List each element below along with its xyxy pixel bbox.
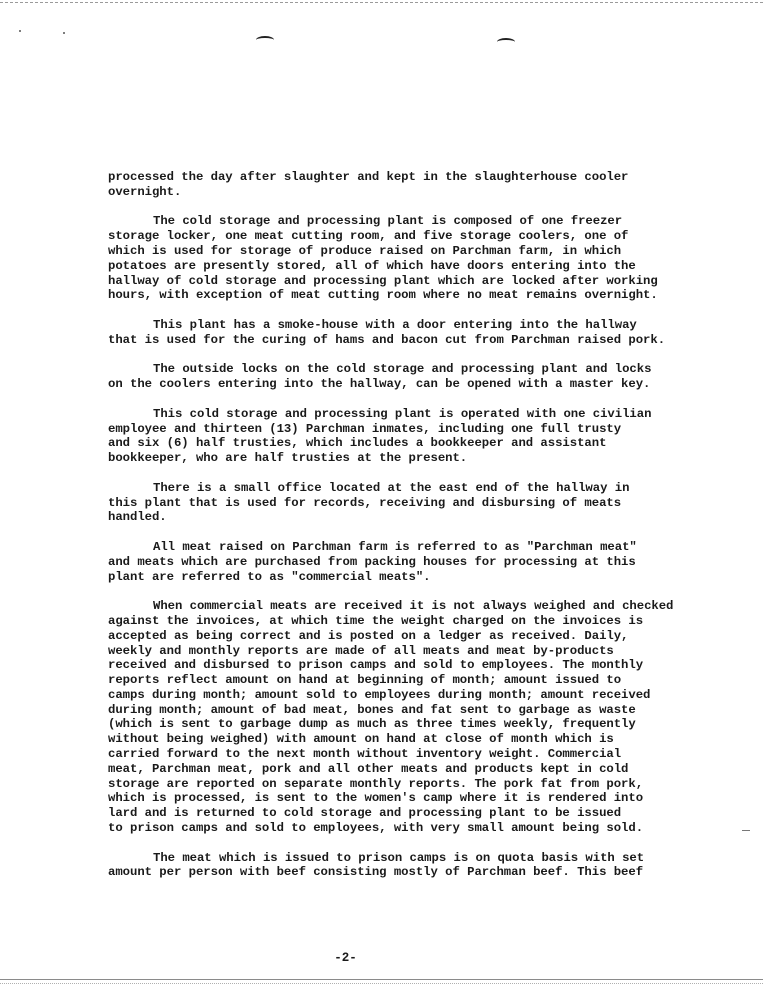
scan-speck	[19, 30, 21, 32]
text-line: camps during month; amount sold to employees during month; amount received	[108, 687, 651, 702]
text-line: handled.	[108, 510, 167, 525]
text-line: that is used for the curing of hams and bacon cut from Parchman raised pork.	[108, 332, 666, 347]
text-line: and six (6) half trusties, which includes a bookkeeper and assistant	[108, 436, 607, 451]
text-line: meat, Parchman meat, pork and all other meats and products kept in cold	[108, 761, 629, 776]
text-line: during month; amount of bad meat, bones and fat sent to garbage as waste	[108, 702, 636, 717]
scan-speck	[63, 32, 65, 34]
text-line: There is a small office located at the east end of the hallway in	[153, 480, 630, 495]
paragraph	[108, 599, 708, 836]
paragraph	[108, 481, 708, 525]
text-line: storage locker, one meat cutting room, and five storage coolers, one of	[108, 229, 629, 244]
document-body	[108, 170, 708, 895]
paragraph	[108, 170, 708, 200]
text-line: employee and thirteen (13) Parchman inmates, including one full trusty	[108, 421, 622, 436]
text-line: against the invoices, at which time the weight charged on the invoices is	[108, 613, 644, 628]
paragraph	[108, 318, 708, 348]
text-line: overnight.	[108, 184, 182, 199]
text-line: hallway of cold storage and processing plant which are locked after working	[108, 273, 658, 288]
margin-mark	[742, 830, 750, 831]
text-line: bookkeeper, who are half trusties at the present.	[108, 451, 468, 466]
paragraph	[108, 851, 708, 881]
text-line: This cold storage and processing plant is operated with one civilian	[153, 406, 652, 421]
text-line: on the coolers entering into the hallway, can be opened with a master key.	[108, 377, 651, 392]
text-line: which is processed, is sent to the women's camp where it is rendered into	[108, 791, 644, 806]
text-line: received and disbursed to prison camps and sold to employees. The monthly	[108, 658, 644, 673]
text-line: amount per person with beef consisting mostly of Parchman beef. This beef	[108, 865, 644, 880]
text-line: (which is sent to garbage dump as much as three times weekly, frequently	[108, 717, 636, 732]
text-line: The meat which is issued to prison camps is on quota basis with set	[153, 850, 645, 865]
text-line: The outside locks on the cold storage and processing plant and locks	[153, 362, 652, 377]
page-number-text: -2-	[334, 951, 357, 965]
text-line: accepted as being correct and is posted on a ledger as received. Daily,	[108, 628, 629, 643]
text-line: processed the day after slaughter and kept in the slaughterhouse cooler	[108, 170, 629, 184]
text-line: which is used for storage of produce raised on Parchman farm, in which	[108, 243, 622, 258]
text-line: weekly and monthly reports are made of all meats and meat by-products	[108, 643, 614, 658]
paragraph	[108, 362, 708, 392]
text-line: and meats which are purchased from packing houses for processing at this	[108, 554, 636, 569]
text-line: lard and is returned to cold storage and processing plant to be issued	[108, 806, 622, 821]
page-top-edge	[0, 2, 763, 3]
text-line: carried forward to the next month without inventory weight. Commercial	[108, 747, 622, 762]
page-number	[0, 951, 763, 965]
text-line: plant are referred to as "commercial meats".	[108, 569, 431, 584]
text-line: The cold storage and processing plant is composed of one freezer	[153, 214, 623, 229]
page-bottom-edge	[0, 979, 763, 980]
text-line: potatoes are presently stored, all of which have doors entering into the	[108, 258, 636, 273]
text-line: When commercial meats are received it is not always weighed and checked	[153, 599, 674, 614]
text-line: this plant that is used for records, receiving and disbursing of meats	[108, 495, 622, 510]
text-line: This plant has a smoke-house with a door entering into the hallway	[153, 317, 637, 332]
text-line: storage are reported on separate monthly reports. The pork fat from pork,	[108, 776, 644, 791]
binder-mark-right	[497, 38, 515, 46]
text-line: without being weighed) with amount on hand at close of month which is	[108, 732, 614, 747]
text-line: reports reflect amount on hand at beginning of month; amount issued to	[108, 673, 622, 688]
paragraph	[108, 407, 708, 466]
text-line: hours, with exception of meat cutting room where no meat remains overnight.	[108, 288, 658, 303]
paragraph	[108, 540, 708, 584]
binder-mark-left	[256, 36, 274, 44]
text-line: All meat raised on Parchman farm is referred to as "Parchman meat"	[153, 539, 637, 554]
page-bottom-edge-dotted	[0, 983, 763, 984]
paragraph	[108, 214, 708, 303]
text-line: to prison camps and sold to employees, with very small amount being sold.	[108, 821, 644, 836]
